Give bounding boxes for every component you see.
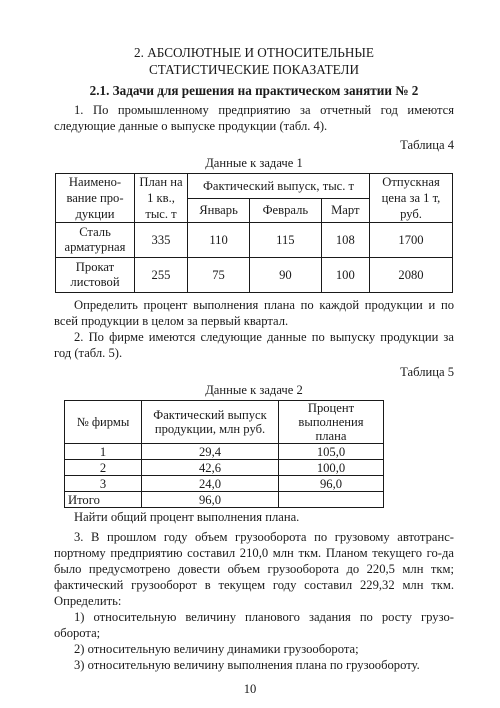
col-header-plan: План на 1 кв., тыс. т (135, 174, 188, 223)
cell-output: 96,0 (142, 492, 279, 508)
col-header-feb: Февраль (250, 198, 322, 223)
task1-text: 1. По промышленному предприятию за отчетный год имеются следующие данные о выпуске продукции (табл. 4). (54, 103, 454, 133)
table4-caption: Данные к задаче 1 (205, 156, 303, 170)
col-header-mar: Март (321, 198, 369, 223)
cell-percent: 105,0 (279, 444, 384, 460)
cell-mar: 100 (321, 258, 369, 293)
task2-text: 2. По фирме имеются следующие данные по выпуску продукции за год (табл. 5). (54, 330, 454, 360)
cell-price: 2080 (370, 258, 453, 293)
cell-percent: 96,0 (279, 476, 384, 492)
page-number: 10 (243, 682, 257, 696)
chapter-title-line2: СТАТИСТИЧЕСКИЕ ПОКАЗАТЕЛИ (148, 62, 360, 77)
cell-firm: 3 (65, 476, 142, 492)
task3-list (54, 609, 454, 673)
table-row (56, 258, 453, 293)
page-content (54, 44, 454, 673)
table-row (65, 444, 384, 460)
task1-question: Определить процент выполнения плана по каждой продукции и по всей продукции в целом за первый квартал. (54, 298, 454, 328)
col-header-firm: № фирмы (65, 401, 142, 444)
list-item: 2) относительную величину динамики грузооборота; (74, 642, 359, 656)
cell-name: Прокат листовой (56, 258, 135, 293)
list-item: 3) относительную величину выполнения плана по грузообороту. (74, 658, 420, 672)
cell-percent (279, 492, 384, 508)
col-header-actual: Фактический выпуск, тыс. т (188, 174, 370, 199)
col-header-output: Фактический выпуск продукции, млн руб. (142, 401, 279, 444)
cell-output: 24,0 (142, 476, 279, 492)
cell-plan: 255 (135, 258, 188, 293)
col-header-price: Отпускная цена за 1 т, руб. (370, 174, 453, 223)
cell-output: 42,6 (142, 460, 279, 476)
table5-caption: Данные к задаче 2 (205, 383, 303, 397)
cell-name: Сталь арматурная (56, 223, 135, 258)
table5 (64, 400, 384, 508)
table4-label: Таблица 4 (400, 138, 454, 152)
table5-label: Таблица 5 (400, 365, 454, 379)
task3-text: 3. В прошлом году объем грузооборота по грузовому автотранс-портному предприятию составил 210,0 млн ткм. Планом текущего го-да было предусмотрено довести объем грузооборота до 220,5 млн ткм; фактический грузооборот в текущем году составил 229,32 млн ткм. Определить: (54, 530, 454, 608)
cell-jan: 110 (188, 223, 250, 258)
task2-question: Найти общий процент выполнения плана. (74, 510, 300, 524)
cell-mar: 108 (321, 223, 369, 258)
table-row (65, 460, 384, 476)
cell-feb: 90 (250, 258, 322, 293)
cell-firm: 2 (65, 460, 142, 476)
cell-price: 1700 (370, 223, 453, 258)
cell-jan: 75 (188, 258, 250, 293)
table4 (55, 173, 453, 293)
cell-feb: 115 (250, 223, 322, 258)
list-item: 1) относительную величину планового задания по росту грузо-оборота; (54, 610, 454, 640)
cell-output: 29,4 (142, 444, 279, 460)
cell-firm: Итого (65, 492, 142, 508)
cell-plan: 335 (135, 223, 188, 258)
chapter-title-line1: 2. АБСОЛЮТНЫЕ И ОТНОСИТЕЛЬНЫЕ (134, 45, 374, 60)
table-row (65, 476, 384, 492)
col-header-percent: Процент выполнения плана (279, 401, 384, 444)
col-header-jan: Январь (188, 198, 250, 223)
table-row (56, 223, 453, 258)
col-header-name: Наимено-вание про-дукции (56, 174, 135, 223)
section-title: 2.1. Задачи для решения на практическом занятии № 2 (89, 83, 419, 98)
cell-firm: 1 (65, 444, 142, 460)
table-row-total (65, 492, 384, 508)
cell-percent: 100,0 (279, 460, 384, 476)
